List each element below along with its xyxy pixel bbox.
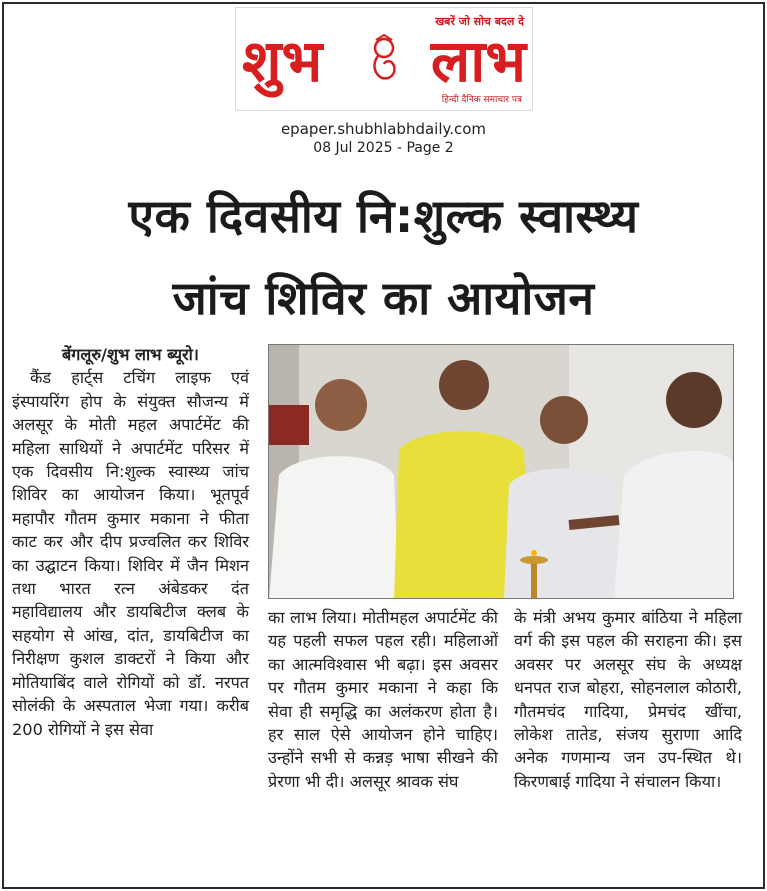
logo-word-labh: लाभ	[430, 27, 526, 95]
headline-line-1: एक दिवसीय नि:शुल्क स्वास्थ्य	[128, 189, 639, 243]
logo-word-shubh: शुभ	[242, 27, 323, 95]
masthead-subtitle: हिन्दी दैनिक समाचार पत्र	[441, 95, 522, 105]
article-text-col3: के मंत्री अभय कुमार बांठिया ने महिला वर्ग की इस पहल की सराहना की। इस अवसर पर अलसूर संघ के अध्यक्ष धनपत राज बोहरा, सोहनलाल कोठारी, गौतमचंद गादिया, प्रेमचंद खींचा, लोकेश तातेड, संजय सुराणा आदि अनेक गणमान्य जन उप-स्थित थे। किरणबाई गादिया ने संचालन किया।	[514, 608, 742, 791]
ganesha-emblem-icon	[366, 34, 402, 82]
byline: बेंगलूरु/शुभ लाभ ब्यूरो।	[62, 345, 199, 364]
event-photo	[268, 344, 734, 599]
article-column-1	[12, 343, 249, 741]
article-column-3	[514, 606, 742, 793]
epaper-url: epaper.shubhlabhdaily.com	[280, 120, 487, 138]
issue-date-page: 08 Jul 2025 - Page 2	[313, 140, 454, 156]
event-photo-illustration	[269, 345, 734, 599]
masthead-logo	[235, 7, 533, 111]
article-text-col1: कैंड हार्ट्स टचिंग लाइफ एवं इंस्पायरिंग होप के संयुक्त सौजन्य में अलसूर के मोती महल अपार्टमेंट की महिला साथियों ने अपार्टमेंट परिसर में एक दिवसीय नि:शुल्क स्वास्थ्य जांच शिविर का आयोजन किया। भूतपूर्व महापौर गौतम कुमार मकाना ने फीता काट कर और दीप प्रज्वलित कर शिविर का उद्घाटन किया। शिविर में जैन मिशन तथा भारत रत्न अंबेडकर दंत महाविद्यालय और डायबिटीज क्लब के सहयोग से आंख, दांत, डायबिटीज का निरीक्षण कुशल डाक्टरों ने किया और मोतियाबिंद वाले रोगियों को डॉ. नरपत सोलंकी के अस्पताल भेजा गया। करीब 200 रोगियों ने इस सेवा	[12, 368, 249, 739]
article-text-col2: का लाभ लिया। मोतीमहल अपार्टमेंट की यह पहली सफल पहल रही। महिलाओं का आत्मविश्वास भी बढ़ा। इस अवसर पर गौतम कुमार मकाना ने कहा कि सेवा ही समृद्धि का अलंकरण होता है। हर साल ऐसे आयोजन होने चाहिए। उन्होंने सभी से कन्नड़ भाषा सीखने की प्रेरणा भी दी। अलसूर श्रावक संघ	[268, 608, 498, 791]
masthead-tagline: खबरें जो सोच बदल दे	[435, 15, 524, 28]
article-column-2	[268, 606, 498, 793]
headline-line-2: जांच शिविर का आयोजन	[172, 271, 595, 325]
